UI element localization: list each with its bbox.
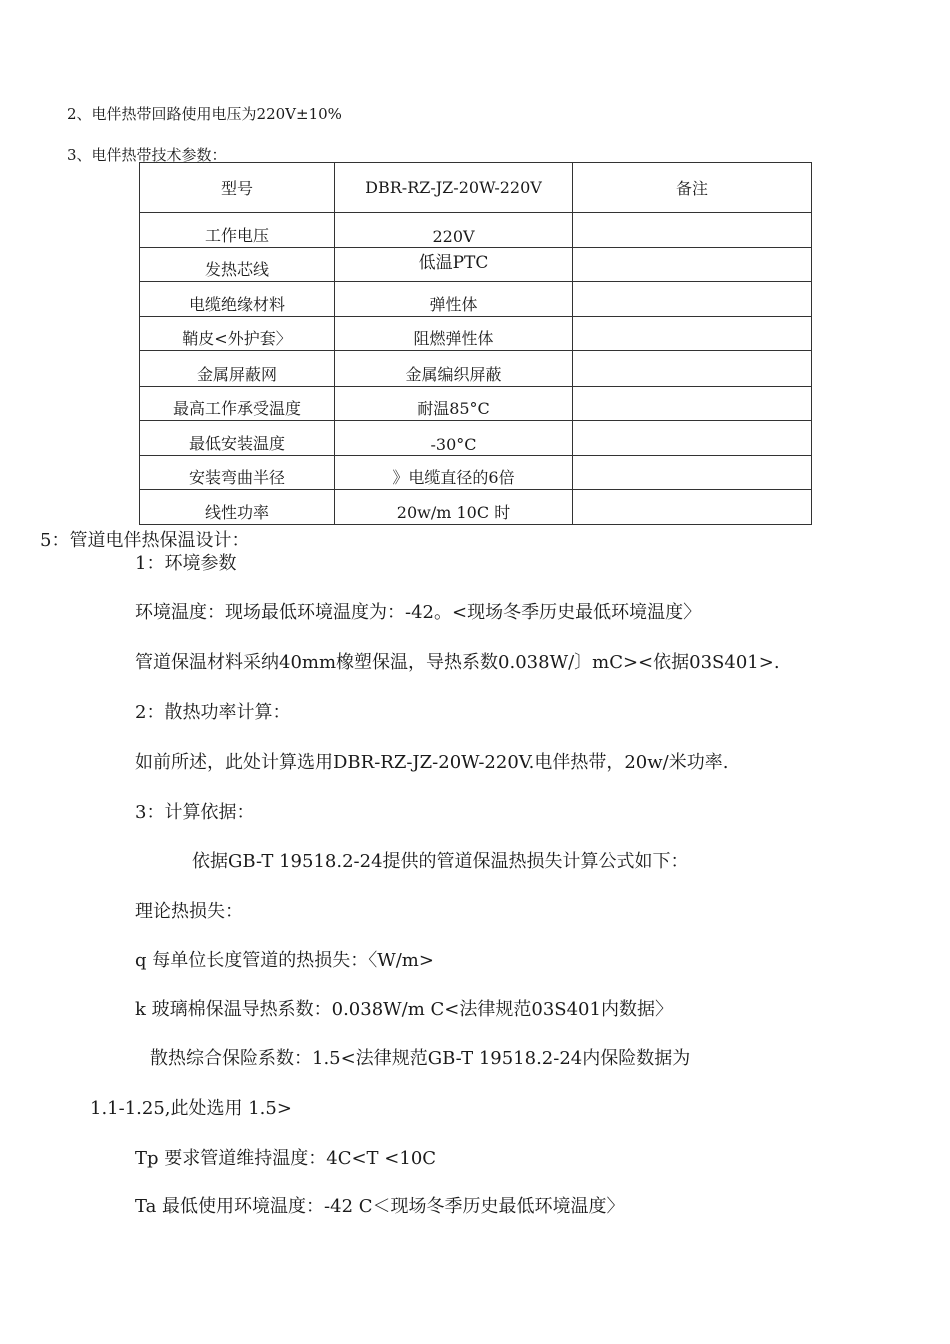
voltage-note: 2、电伴热带回路使用电压为220V±10% <box>67 105 342 123</box>
table-row <box>140 213 812 248</box>
table-row <box>140 456 812 490</box>
table-cell: 阻燃弹性体 <box>335 317 573 351</box>
table-cell: 安装弯曲半径 <box>140 456 335 490</box>
table-cell <box>573 248 812 282</box>
paragraph-selection: 如前所述，此处计算选用DBR-RZ-JZ-20W-220V.电伴热带，20w/米功率. <box>135 752 729 773</box>
table-row <box>140 317 812 351</box>
definition-k: k 玻璃棉保温导热系数：0.038W/m C<法律规范03S401内数据〉 <box>135 999 673 1020</box>
table-cell: 金属编织屏蔽 <box>335 351 573 387</box>
table-cell: 低温PTC <box>335 248 573 282</box>
table-cell: 弹性体 <box>335 282 573 317</box>
table-cell: 工作电压 <box>140 213 335 248</box>
definition-ta: Ta 最低使用环境温度：-42 C＜现场冬季历史最低环境温度〉 <box>135 1196 625 1217</box>
paragraph-formula-intro: 依据GB-T 19518.2-24提供的管道保温热损失计算公式如下： <box>192 851 689 872</box>
tech-params-title: 3、电伴热带技术参数： <box>67 146 227 164</box>
table-header-row <box>140 163 812 213</box>
subheading-basis: 3：计算依据： <box>135 802 255 823</box>
definition-tp: Tp 要求管道维持温度：4C<T <10C <box>135 1148 437 1169</box>
table-row <box>140 490 812 525</box>
header-cell: DBR-RZ-JZ-20W-220V <box>335 163 573 213</box>
table-cell <box>573 490 812 525</box>
table-cell <box>573 351 812 387</box>
table-row <box>140 351 812 387</box>
header-cell: 型号 <box>140 163 335 213</box>
spec-table <box>139 162 812 525</box>
table-cell <box>573 456 812 490</box>
table-cell: 发热芯线 <box>140 248 335 282</box>
definition-safety-factor-cont: 1.1-1.25,此处选用 1.5> <box>90 1098 292 1119</box>
table-cell: 220V <box>335 213 573 248</box>
table-cell: 最高工作承受温度 <box>140 387 335 421</box>
table-cell: 线性功率 <box>140 490 335 525</box>
table-cell: 最低安装温度 <box>140 421 335 456</box>
table-cell: 金属屏蔽网 <box>140 351 335 387</box>
table-cell: 电缆绝缘材料 <box>140 282 335 317</box>
paragraph-ambient-temp: 环境温度：现场最低环境温度为：-42。<现场冬季历史最低环境温度〉 <box>135 602 702 623</box>
paragraph-theory-loss: 理论热损失： <box>135 901 243 922</box>
table-cell: 鞘皮<外护套〉 <box>140 317 335 351</box>
subheading-environment: 1：环境参数 <box>135 553 237 574</box>
definition-q: q 每单位长度管道的热损失：〈W/m> <box>135 950 434 971</box>
table-cell <box>573 317 812 351</box>
table-row <box>140 248 812 282</box>
paragraph-insulation: 管道保温材料采纳40mm橡塑保温，导热系数0.038W/〕mC><依据03S401>. <box>135 652 780 673</box>
section-title: 5：管道电伴热保温设计： <box>40 530 250 551</box>
table-cell: 》电缆直径的6倍 <box>335 456 573 490</box>
subheading-power-calc: 2：散热功率计算： <box>135 702 291 723</box>
table-row <box>140 421 812 456</box>
table-row <box>140 387 812 421</box>
table-cell <box>573 282 812 317</box>
table-cell <box>573 213 812 248</box>
table-cell <box>573 387 812 421</box>
table-cell <box>573 421 812 456</box>
table-cell: -30°C <box>335 421 573 456</box>
header-cell: 备注 <box>573 163 812 213</box>
table-cell: 20w/m 10C 时 <box>335 490 573 525</box>
table-cell: 耐温85°C <box>335 387 573 421</box>
definition-safety-factor: 散热综合保险系数：1.5<法律规范GB-T 19518.2-24内保险数据为 <box>150 1048 691 1069</box>
table-row <box>140 282 812 317</box>
